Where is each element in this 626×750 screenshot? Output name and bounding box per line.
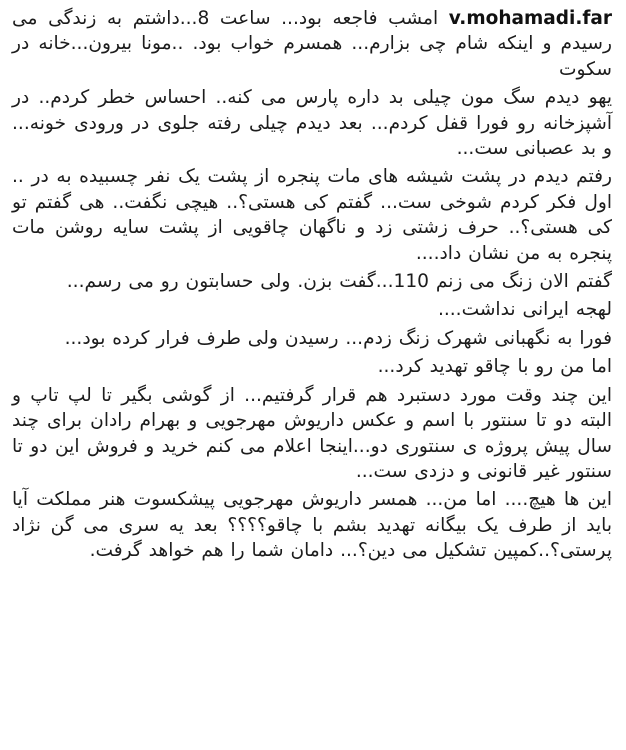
caption-paragraph-9: این ها هیچ.... اما من... همسر داریوش مهرجویی پیشکسوت هنر مملکت آیا باید از طرف یک بیگانه تهدید بشم با چاقو؟؟؟؟ بعد یه سری می گن نژاد پرستی؟..کمپین تشکیل می دین؟... دامان شما را هم خواهد گرفت. bbox=[12, 489, 612, 562]
username-link[interactable]: v.mohamadi.far bbox=[448, 8, 612, 29]
caption-paragraph-3: رفتم دیدم در پشت شیشه های مات پنجره از پشت یک نفر چسبیده به در .. اول فکر کردم شوخی ست... گفتم کی هستی؟.. هیچی نگفت.. هی گفتم تو کی هستی؟.. حرف زشتی زد و ناگهان چاقویی از پشت سایه روشن مات پنجره به من نشان داد.... bbox=[12, 166, 612, 264]
caption-text bbox=[12, 6, 612, 564]
paragraph-text: امشب فاجعه بود... ساعت 8...داشتم به زندگی می رسیدم و اینکه شام چی بزارم... همسرم خواب بود. ..مونا بیرون...خانه در سکوت bbox=[12, 8, 612, 80]
caption-paragraph-2: یهو دیدم سگ مون چیلی بد داره پارس می کنه.. احساس خطر کردم.. در آشپزخانه رو فورا قفل کردم... بعد دیدم چیلی رفته جلوی در ورودی خونه... و بد عصبانی ست... bbox=[12, 87, 612, 160]
caption-paragraph-6: فورا به نگهبانی شهرک زنگ زدم... رسیدن ولی طرف فرار کرده بود... bbox=[64, 327, 612, 349]
caption-paragraph-8: این چند وقت مورد دستبرد هم قرار گرفتیم... از گوشی بگیر تا لپ تاپ و البته دو تا سنتور با اسم و عکس داریوش مهرجویی و بهرام رادان برای چند سال پیش پروژه ی سنتوری دو...اینجا اعلام می کنم خرید و فروش این دو تا سنتور غیر قانونی و دزدی ست... bbox=[12, 384, 612, 482]
caption-paragraph-1 bbox=[12, 6, 612, 82]
caption-paragraph-5: لهجه ایرانی نداشت.... bbox=[437, 299, 612, 321]
caption-paragraph-7: اما من رو با چاقو تهدید کرد... bbox=[377, 356, 612, 378]
caption-paragraph-4: گفتم الان زنگ می زنم 110...گفت بزن. ولی حسابتون رو می رسم... bbox=[66, 271, 612, 293]
bottom-fade bbox=[0, 742, 626, 750]
